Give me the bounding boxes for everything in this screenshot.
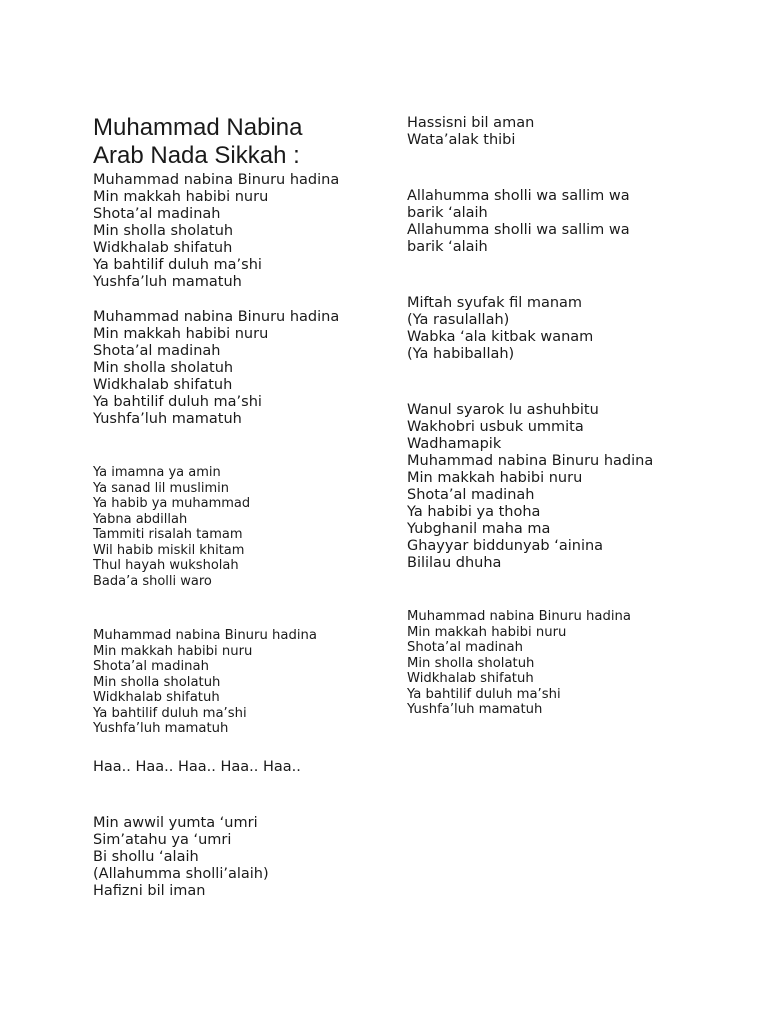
stanza-verse-3 — [407, 295, 593, 363]
lyric-line: Widkhalab shifatuh — [93, 240, 233, 256]
lyric-line: Yushfa’luh mamatuh — [93, 274, 242, 290]
lyric-line: Widkhalab shifatuh — [93, 377, 233, 393]
stanza-chorus-2 — [93, 309, 339, 428]
lyric-line: Min makkah habibi nuru — [93, 189, 269, 205]
lyric-line: Tammiti risalah tamam — [93, 527, 243, 542]
lyric-line: Muhammad nabina Binuru hadina — [407, 609, 631, 624]
lyric-line: Wakhobri usbuk ummita — [407, 419, 584, 435]
lyric-line: Ya imamna ya amin — [93, 465, 221, 480]
lyric-line: Haa.. Haa.. Haa.. Haa.. Haa.. — [93, 759, 301, 775]
lyric-line: Ya bahtilif duluh ma’shi — [93, 394, 262, 410]
stanza-chorus-4 — [407, 609, 631, 718]
lyric-line: Sim’atahu ya ‘umri — [93, 832, 232, 848]
lyric-line: Min sholla sholatuh — [407, 655, 535, 671]
title-line: Muhammad Nabina — [93, 114, 303, 141]
lyric-line: Muhammad nabina Binuru hadina — [407, 453, 654, 469]
lyric-line: Shota’al madinah — [407, 640, 523, 655]
lyric-line: Hassisni bil aman — [407, 115, 535, 131]
stanza-chorus-3 — [93, 628, 317, 737]
stanza-verse-1 — [93, 465, 250, 589]
lyric-line: Miftah syufak fil manam — [407, 295, 583, 311]
lyric-line: Ghayyar biddunyab ‘ainina — [407, 538, 604, 554]
stanza-verse-2-cont — [407, 115, 534, 149]
lyric-line: (Ya habiballah) — [407, 346, 515, 362]
lyric-line: Yushfa’luh mamatuh — [407, 702, 543, 717]
lyric-line: Ya habibi ya thoha — [407, 504, 541, 520]
lyric-line: Min makkah habibi nuru — [407, 470, 583, 486]
lyric-line: Ya bahtilif duluh ma’shi — [93, 705, 247, 721]
lyric-line: Hafizni bil iman — [93, 883, 206, 899]
lyric-line: Allahumma sholli wa sallim wa — [407, 188, 630, 204]
lyric-line: Wil habib miskil khitam — [93, 542, 245, 558]
lyric-line: Ya sanad lil muslimin — [93, 480, 229, 496]
lyric-line: Shota’al madinah — [93, 206, 221, 222]
lyric-line: (Ya rasulallah) — [407, 312, 510, 328]
lyric-line: Bililau dhuha — [407, 555, 502, 571]
lyric-line: Yushfa’luh mamatuh — [93, 721, 229, 736]
lyric-line: Muhammad nabina Binuru hadina — [93, 172, 340, 188]
lyric-line: Widkhalab shifatuh — [407, 671, 534, 686]
stanza-verse-2 — [93, 815, 269, 900]
lyric-line: Wabka ‘ala kitbak wanam — [407, 329, 594, 345]
lyric-line: Min awwil yumta ‘umri — [93, 815, 258, 831]
lyric-line: Min sholla sholatuh — [93, 360, 234, 376]
lyric-line: Wata’alak thibi — [407, 132, 516, 148]
lyric-line: Shota’al madinah — [93, 659, 209, 674]
lyric-line: Min sholla sholatuh — [93, 674, 221, 690]
lyric-line: Yabna abdillah — [93, 511, 188, 527]
stanza-chorus-1 — [93, 172, 339, 291]
lyric-line: Bada’a sholli waro — [93, 573, 212, 589]
stanza-verse-4 — [407, 402, 653, 572]
lyric-line: Widkhalab shifatuh — [93, 690, 220, 705]
lyric-line: Shota’al madinah — [407, 487, 535, 503]
lyric-line: Min makkah habibi nuru — [93, 326, 269, 342]
lyric-line: Ya bahtilif duluh ma’shi — [93, 257, 262, 273]
lyric-line: Wadhamapik — [407, 436, 502, 452]
lyric-line: Muhammad nabina Binuru hadina — [93, 628, 317, 643]
lyric-line: Muhammad nabina Binuru hadina — [93, 309, 340, 325]
lyric-line: Allahumma sholli wa sallim wa — [407, 222, 630, 238]
lyric-line: Yushfa’luh mamatuh — [93, 411, 242, 427]
lyric-line: Bi shollu ‘alaih — [93, 849, 199, 865]
lyric-line: Yubghanil maha ma — [407, 521, 551, 537]
lyric-line: Shota’al madinah — [93, 343, 221, 359]
lyric-line: (Allahumma sholli’alaih) — [93, 866, 269, 882]
lyric-line: Ya bahtilif duluh ma’shi — [407, 686, 561, 702]
title-line: Arab Nada Sikkah : — [93, 142, 300, 169]
lyric-line: Ya habib ya muhammad — [93, 496, 251, 511]
stanza-haa — [93, 759, 301, 776]
lyric-line: Min makkah habibi nuru — [407, 624, 567, 640]
lyric-line: Min makkah habibi nuru — [93, 643, 253, 659]
lyric-line: barik ‘alaih — [407, 205, 488, 221]
lyric-line: Wanul syarok lu ashuhbitu — [407, 402, 599, 418]
stanza-sholawat — [407, 188, 630, 256]
lyric-line: Min sholla sholatuh — [93, 223, 234, 239]
lyric-line: Thul hayah wuksholah — [93, 558, 239, 573]
page-title — [93, 114, 393, 170]
lyric-line: barik ‘alaih — [407, 239, 488, 255]
